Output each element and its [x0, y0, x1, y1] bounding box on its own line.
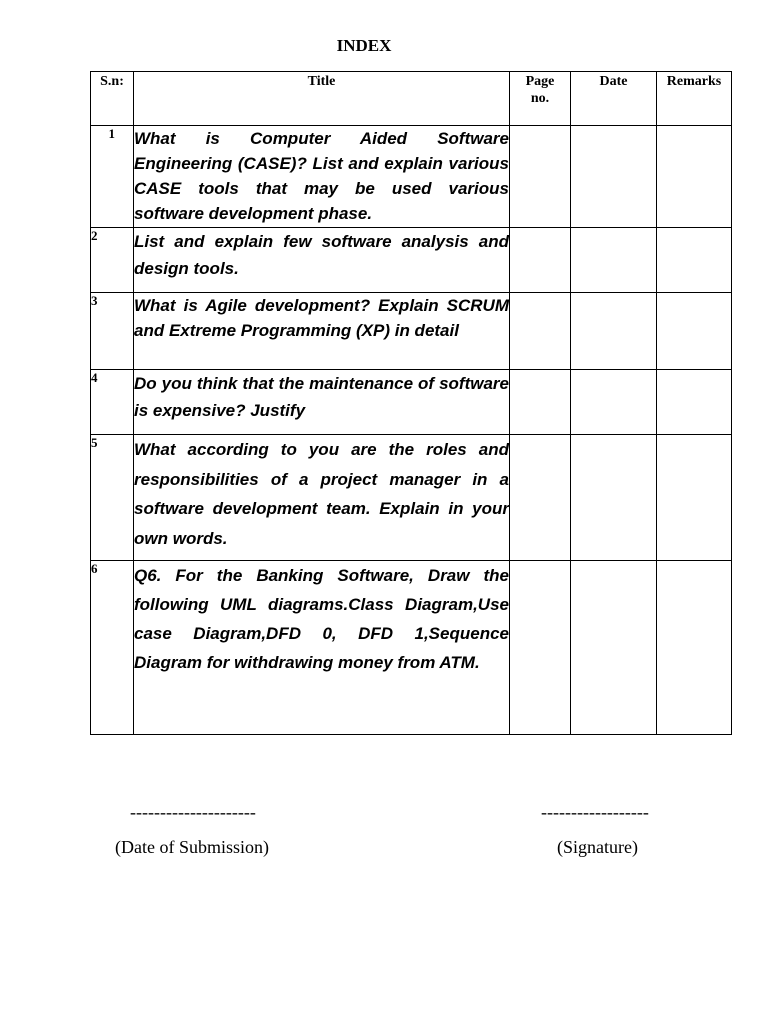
header-row	[91, 72, 732, 126]
index-table	[90, 71, 732, 735]
date-of-submission-label: (Date of Submission)	[115, 837, 269, 857]
row-page	[510, 293, 571, 370]
row-date	[571, 435, 657, 561]
table-row	[91, 293, 732, 370]
row-date	[571, 293, 657, 370]
row-remarks	[657, 228, 732, 293]
page-title: INDEX	[336, 36, 392, 55]
row-number: 1	[91, 126, 134, 228]
row-number: 3	[91, 293, 134, 370]
row-remarks	[657, 561, 732, 735]
row-remarks	[657, 293, 732, 370]
row-title	[134, 561, 510, 735]
row-title-text: What is Computer Aided Software Engineering (CASE)? List and explain various CASE tools that may be used various software development phase.	[134, 129, 509, 223]
row-title-text: Q6. For the Banking Software, Draw the following UML diagrams.Class Diagram,Use case Diagram,DFD 0, DFD 1,Sequence Diagram for withdrawing money from ATM.	[134, 566, 509, 672]
table-row	[91, 435, 732, 561]
row-date	[571, 228, 657, 293]
row-page	[510, 435, 571, 561]
signature-label: (Signature)	[557, 837, 638, 857]
table-row	[91, 126, 732, 228]
column-header-sn: S.n:	[91, 72, 134, 126]
row-title	[134, 293, 510, 370]
row-remarks	[657, 370, 732, 435]
column-header-date: Date	[571, 72, 657, 126]
row-number: 4	[91, 370, 134, 435]
row-page	[510, 561, 571, 735]
row-title-text: What is Agile development? Explain SCRUM and Extreme Programming (XP) in detail	[134, 296, 509, 340]
row-title-text: Do you think that the maintenance of software is expensive? Justify	[134, 374, 509, 420]
date-of-submission-line: ---------------------	[130, 802, 256, 822]
row-remarks	[657, 435, 732, 561]
column-header-page: Page no.	[510, 72, 571, 126]
table-row	[91, 561, 732, 735]
row-date	[571, 126, 657, 228]
row-title	[134, 228, 510, 293]
row-number: 2	[91, 228, 134, 293]
row-date	[571, 370, 657, 435]
column-header-remarks: Remarks	[657, 72, 732, 126]
row-title	[134, 126, 510, 228]
row-page	[510, 228, 571, 293]
signature-line: ------------------	[541, 802, 649, 822]
row-number: 5	[91, 435, 134, 561]
row-title	[134, 435, 510, 561]
table-row	[91, 370, 732, 435]
row-title	[134, 370, 510, 435]
row-title-text: What according to you are the roles and responsibilities of a project manager in a software development team. Explain in your own words.	[134, 440, 509, 548]
row-remarks	[657, 126, 732, 228]
row-page	[510, 126, 571, 228]
table-row	[91, 228, 732, 293]
column-header-title: Title	[134, 72, 510, 126]
row-number: 6	[91, 561, 134, 735]
row-page	[510, 370, 571, 435]
row-title-text: List and explain few software analysis and design tools.	[134, 232, 509, 278]
row-date	[571, 561, 657, 735]
